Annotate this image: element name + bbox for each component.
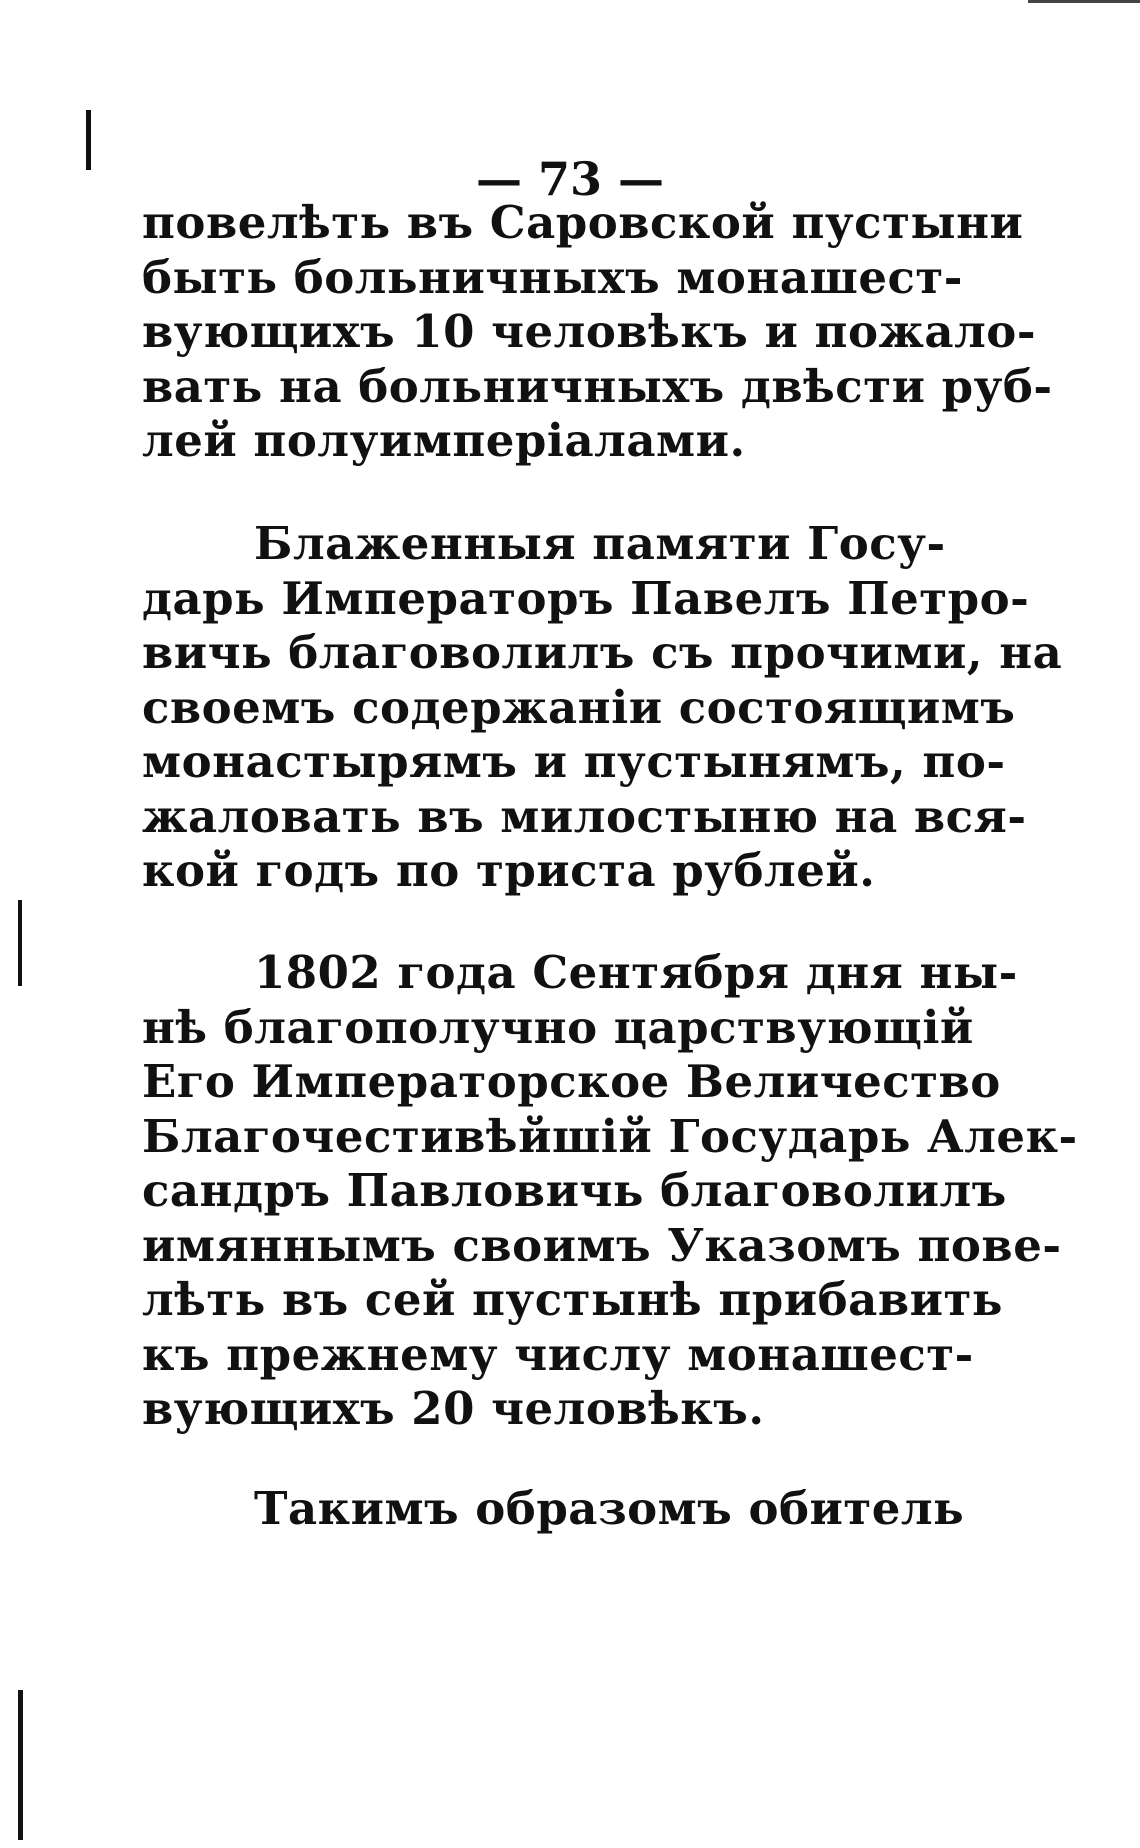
scan-margin-mark — [18, 1690, 23, 1840]
scan-margin-mark — [18, 900, 22, 986]
text-line: монастырямъ и пустынямъ, по- — [142, 735, 1006, 788]
text-line: своемъ содержаніи состоящимъ — [142, 680, 1016, 734]
text-line: вующихъ 10 человѣкъ и пожало- — [142, 305, 1036, 358]
paragraph — [142, 1482, 965, 1537]
page-number: — 73 — — [475, 152, 665, 206]
text-line: лѣть въ сей пустынѣ прибавить — [142, 1273, 1003, 1326]
text-line: къ прежнему числу монашест- — [142, 1327, 974, 1381]
text-line: сандръ Павловичь благоволилъ — [142, 1164, 1007, 1217]
text-line: Его Императорское Величество — [142, 1055, 1001, 1108]
text-line: жаловать въ милостыню на вся- — [142, 789, 1027, 843]
text-line: дарь Императоръ Павелъ Петро- — [142, 571, 1030, 625]
paragraph — [142, 946, 1078, 1437]
text-line: лей полуимперіалами. — [142, 414, 746, 467]
text-line: быть больничныхъ монашест- — [142, 250, 963, 304]
text-line: вующихъ 20 человѣкъ. — [142, 1382, 765, 1435]
text-line: Блаженныя памяти Госу- — [254, 517, 946, 570]
text-line: Такимъ образомъ обитель — [254, 1482, 965, 1535]
text-line: кой годъ по триста рублей. — [142, 844, 876, 897]
text-line: имяннымъ своимъ Указомъ пове- — [142, 1218, 1062, 1272]
text-line: нѣ благополучно царствующій — [142, 1000, 974, 1054]
text-line: вать на больничныхъ двѣсти руб- — [142, 359, 1053, 413]
scan-edge-rule — [1028, 0, 1140, 3]
text-line: вичь благоволилъ съ прочими, на — [142, 626, 1063, 679]
paragraph-continuation — [142, 196, 1053, 469]
paragraph — [142, 517, 1063, 899]
text-line: Благочестивѣйшій Государь Алек- — [142, 1109, 1078, 1163]
text-line: повелѣть въ Саровской пустыни — [142, 196, 1024, 249]
text-line: 1802 года Сентября дня ны- — [254, 946, 1018, 999]
